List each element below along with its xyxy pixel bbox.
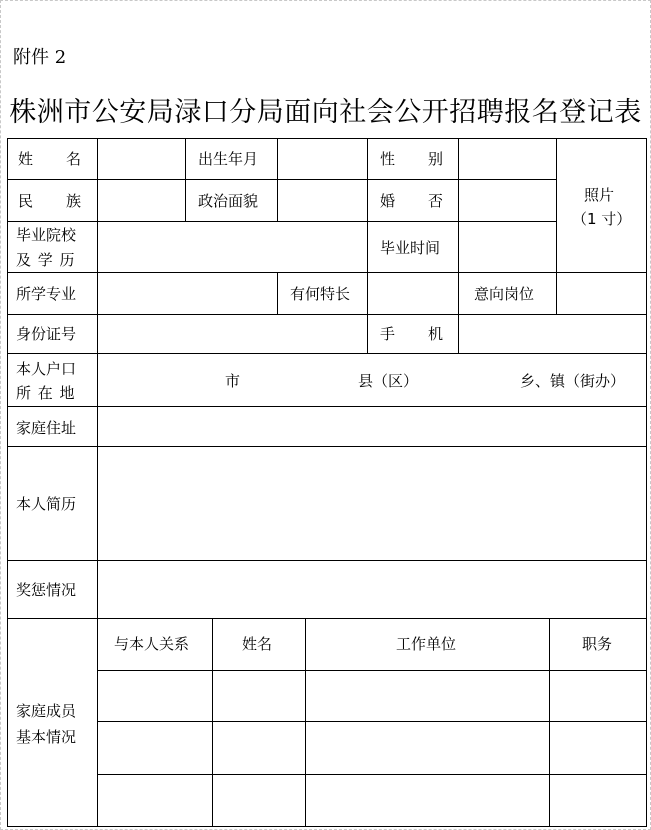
row-line xyxy=(7,618,647,619)
form-title: 株洲市公安局渌口分局面向社会公开招聘报名登记表 xyxy=(9,97,642,128)
label-school: 毕业院校 xyxy=(16,226,77,244)
label-city: 市 xyxy=(225,372,241,390)
label-grad-time: 毕业时间 xyxy=(380,239,441,257)
label-phone-2: 机 xyxy=(428,325,444,343)
label-gender-2: 别 xyxy=(428,150,444,168)
table-border-bottom xyxy=(7,826,647,827)
row-line xyxy=(7,560,647,561)
row-line xyxy=(7,353,647,354)
family-col-workplace: 工作单位 xyxy=(396,635,457,653)
col-line xyxy=(367,138,368,353)
label-gender-1: 性 xyxy=(380,150,396,168)
label-marital-2: 否 xyxy=(428,192,444,210)
attachment-label: 附件 2 xyxy=(13,47,67,68)
label-photo-size: （1 寸） xyxy=(572,210,632,228)
row-line xyxy=(97,670,647,671)
family-col-title: 职务 xyxy=(582,635,613,653)
label-county: 县（区） xyxy=(358,372,419,390)
row-line xyxy=(7,272,647,273)
col-line xyxy=(277,138,278,221)
label-photo: 照片 xyxy=(584,186,615,204)
row-line xyxy=(97,721,647,722)
family-col-name: 姓名 xyxy=(242,635,273,653)
row-line xyxy=(7,314,647,315)
row-line xyxy=(7,406,647,407)
col-line xyxy=(458,138,459,353)
label-family-info: 基本情况 xyxy=(16,728,77,746)
row-line xyxy=(7,221,556,222)
label-political: 政治面貌 xyxy=(198,192,259,210)
table-border-left xyxy=(7,138,8,827)
label-phone-1: 手 xyxy=(380,325,396,343)
table-border-top xyxy=(7,138,647,139)
label-birth: 出生年月 xyxy=(198,150,259,168)
label-marital-1: 婚 xyxy=(380,192,396,210)
col-line xyxy=(185,138,186,221)
label-ethnicity-1: 民 xyxy=(18,192,34,210)
family-col-relation: 与本人关系 xyxy=(114,635,190,653)
col-line xyxy=(305,618,306,827)
table-border-right xyxy=(646,138,647,827)
label-name-2: 名 xyxy=(66,150,82,168)
label-hukou-location: 所 在 地 xyxy=(16,384,76,402)
label-family-members: 家庭成员 xyxy=(16,702,77,720)
label-major: 所学专业 xyxy=(16,285,77,303)
row-line xyxy=(7,446,647,447)
col-line xyxy=(97,138,98,827)
label-hukou: 本人户口 xyxy=(16,360,77,378)
label-address: 家庭住址 xyxy=(16,419,77,437)
label-education: 及 学 历 xyxy=(16,251,76,269)
label-id-number: 身份证号 xyxy=(16,325,77,343)
label-position: 意向岗位 xyxy=(474,285,535,303)
label-ethnicity-2: 族 xyxy=(66,192,82,210)
label-town: 乡、镇（街办） xyxy=(520,372,626,390)
row-line xyxy=(97,774,647,775)
col-line xyxy=(212,618,213,827)
col-line xyxy=(556,138,557,314)
col-line xyxy=(549,618,550,827)
label-name-1: 姓 xyxy=(18,150,34,168)
label-resume: 本人简历 xyxy=(16,495,77,513)
row-line xyxy=(7,179,556,180)
label-specialty: 有何特长 xyxy=(290,285,351,303)
col-line xyxy=(277,272,278,314)
label-awards: 奖惩情况 xyxy=(16,581,77,599)
